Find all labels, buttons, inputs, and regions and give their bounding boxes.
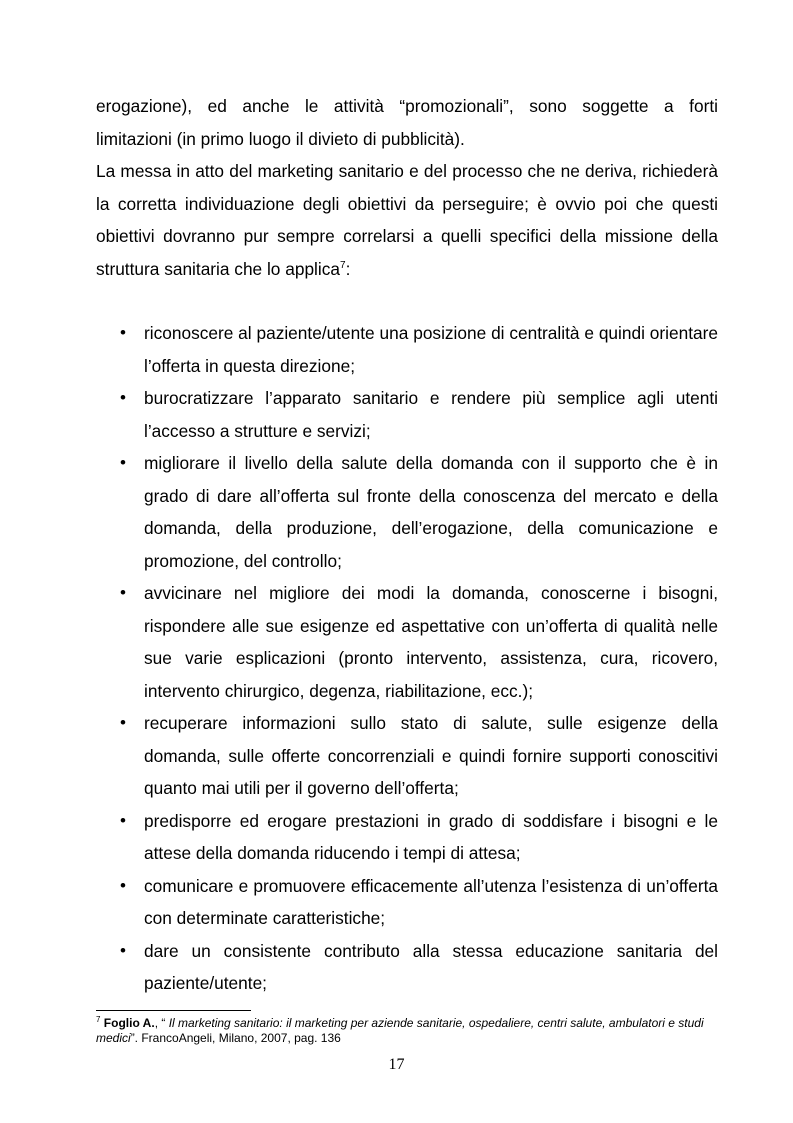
list-item [96,577,718,707]
list-item-text: burocratizzare l’apparato sanitario e rendere più semplice agli utenti l’accesso a strutture e servizi; [144,388,718,441]
bullet-icon: • [120,583,126,602]
list-item-text: comunicare e promuovere efficacemente all’utenza l’esistenza di un’offerta con determinate caratteristiche; [144,875,718,928]
bullet-icon: • [120,713,126,732]
bullet-icon: • [120,875,126,895]
list-item-text: recuperare informazioni sullo stato di salute, sulle esigenze della domanda, sulle offerte concorrenziali e quindi fornire supporti conoscitivi quanto mai utili per il governo dell’offerta; [144,713,718,798]
footnote-number: 7 [96,1015,101,1024]
bullet-icon: • [120,323,126,342]
paragraph-gap [96,285,718,317]
list-item-text: predisporre ed erogare prestazioni in grado di soddisfare i bisogni e le attese della domanda riducendo i tempi di attesa; [144,810,718,863]
footnote-separator [96,1010,251,1011]
footnote [96,1016,718,1046]
list-item [96,447,718,577]
bullet-icon: • [120,388,126,407]
footnote-separator-text: , “ [154,1016,169,1030]
list-item-text: dare un consistente contributo alla stessa educazione sanitaria del paziente/utente; [144,940,718,993]
list-item [96,870,718,935]
list-item [96,382,718,447]
list-item [96,935,718,1000]
bullet-icon: • [120,453,126,472]
paragraph-marketing-objectives-text: La messa in atto del marketing sanitario e del processo che ne deriva, richiederà la corretta individuazione degli obiettivi da perseguire; è ovvio poi che questi obiettivi dovranno pur sempre correlarsi a quelli specifici della missione della struttura sanitaria che lo applica [96,161,718,279]
footnote-publication: ”. FrancoAngeli, Milano, 2007, pag. 136 [130,1031,341,1045]
list-item [96,805,718,870]
body-text [96,90,718,1000]
list-item-text: avvicinare nel migliore dei modi la domanda, conoscerne i bisogni, rispondere alle sue esigenze ed aspettative con un’offerta di qualità nelle sue varie esplicazioni (pronto intervento, assistenza, cura, ricovero, intervento chirurgico, degenza, riabilitazione, ecc.); [144,583,718,701]
list-item-text: migliorare il livello della salute della domanda con il supporto che è in grado di dare all’offerta sul fronte della conoscenza del mercato e della domanda, della produzione, dell’erogazione, della comunicazione e promozione, del controllo; [144,453,718,571]
paragraph-marketing-objectives [96,155,718,285]
footnote-reference[interactable]: 7 [340,259,346,271]
list-item [96,317,718,382]
footnote-title: Il marketing sanitario: il marketing per aziende sanitarie, ospedaliere, centri salute, ambulatori e studi medici [96,1016,704,1045]
page-number: 17 [388,1056,405,1073]
paragraph-continuation-line2 [96,123,718,156]
list-item [96,707,718,805]
paragraph-end-colon: : [345,258,351,279]
bullet-icon: • [120,810,126,830]
paragraph-continuation-line1-text: erogazione), ed anche le attività “promozionali”, sono soggette a forti [96,96,718,116]
paragraph-continuation-line2-text: limitazioni (in primo luogo il divieto di pubblicità). [96,128,465,149]
objectives-list [96,317,718,1000]
footnote-author: Foglio A. [103,1016,155,1030]
bullet-icon: • [120,940,126,960]
paragraph-continuation-line1 [96,90,718,123]
list-item-text: riconoscere al paziente/utente una posizione di centralità e quindi orientare l’offerta in questa direzione; [144,323,718,376]
